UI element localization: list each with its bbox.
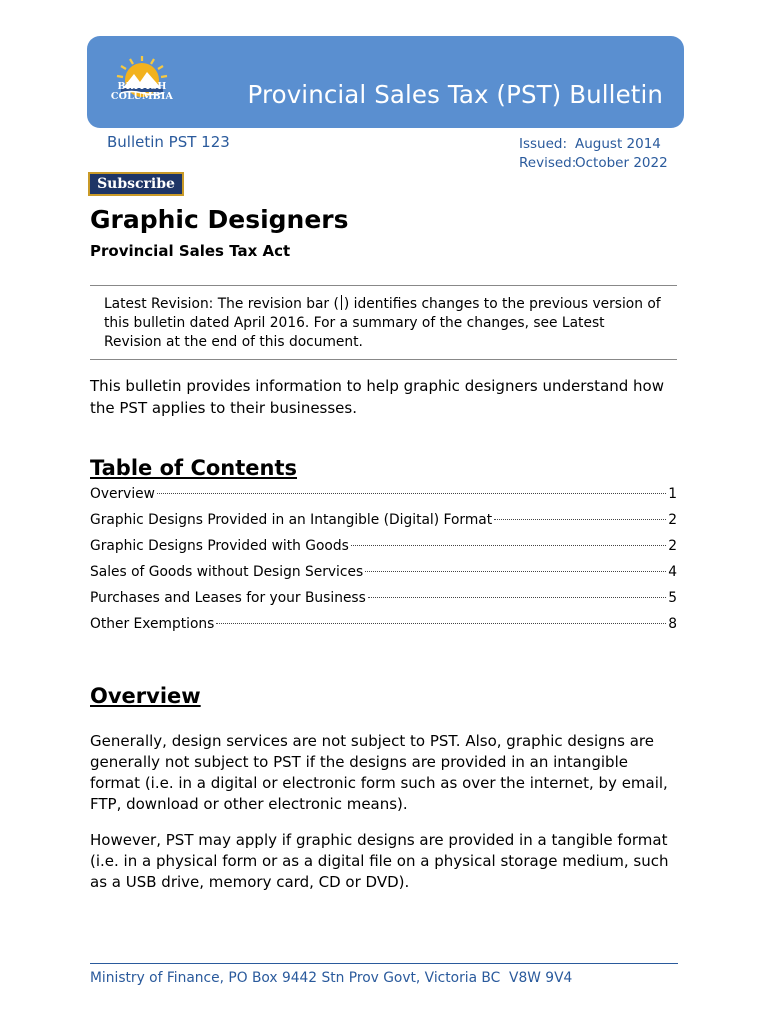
toc-leader: [157, 493, 666, 494]
toc-heading: Table of Contents: [90, 456, 298, 480]
intro-paragraph: This bulletin provides information to help graphic designers understand how the PST applies to their businesses.: [90, 377, 665, 417]
toc-leader: [365, 571, 666, 572]
document-title: Graphic Designers: [90, 205, 349, 234]
toc-item-overview[interactable]: [90, 485, 677, 511]
toc-item-intangible-format[interactable]: [90, 511, 677, 537]
toc-item-title: Overview: [90, 486, 155, 502]
toc-item-page: 8: [668, 616, 677, 632]
revised-value: October 2022: [575, 155, 668, 171]
toc-item-page: 2: [668, 512, 677, 528]
bulletin-dates: [519, 135, 668, 173]
issued-value: August 2014: [575, 136, 661, 152]
toc-item-purchases-and-leases[interactable]: [90, 589, 677, 615]
toc-item-page: 5: [668, 590, 677, 606]
toc-item-page: 4: [668, 564, 677, 580]
bulletin-number: Bulletin PST 123: [107, 133, 230, 151]
revision-bar-icon: [341, 295, 342, 310]
toc-item-other-exemptions[interactable]: [90, 615, 677, 641]
toc-item-title: Sales of Goods without Design Services: [90, 564, 364, 580]
revised-label: Revised:: [519, 155, 577, 171]
toc-leader: [351, 545, 666, 546]
banner-title: Provincial Sales Tax (PST) Bulletin: [247, 80, 663, 109]
subscribe-button[interactable]: Subscribe: [88, 172, 184, 196]
toc-item-page: 2: [668, 538, 677, 554]
document-subtitle: Provincial Sales Tax Act: [90, 242, 291, 260]
toc-leader: [494, 519, 666, 520]
overview-paragraph-1: Generally, design services are not subject to PST. Also, graphic designs are generally not subject to PST if the designs are provided in an intangible format (i.e. in a digital or electronic form such as over the internet, by email, FTP, download or other electronic means).: [90, 732, 668, 813]
toc-leader: [368, 597, 666, 598]
toc-item-provided-with-goods[interactable]: [90, 537, 677, 563]
toc-item-title: Graphic Designs Provided in an Intangible (Digital) Format: [90, 512, 493, 528]
header-banner: [87, 36, 684, 128]
revision-note-text-start: Latest Revision: The revision bar (: [104, 296, 339, 312]
toc-item-title: Purchases and Leases for your Business: [90, 590, 366, 606]
toc-item-sales-of-goods[interactable]: [90, 563, 677, 589]
table-of-contents: [90, 485, 677, 641]
footer-address: Ministry of Finance, PO Box 9442 Stn Prov Govt, Victoria BC V8W 9V4: [90, 970, 573, 986]
bc-logo: [107, 52, 177, 112]
toc-item-title: Other Exemptions: [90, 616, 215, 632]
issued-label: Issued:: [519, 136, 568, 152]
toc-item-page: 1: [668, 486, 677, 502]
bc-logo-text: BRITISH COLUMBIA: [110, 81, 174, 102]
toc-leader: [216, 623, 666, 624]
footer-divider: [90, 963, 678, 964]
overview-heading: Overview: [90, 684, 201, 708]
overview-paragraph-2: However, PST may apply if graphic designs are provided in a tangible format (i.e. in a physical form or as a digital file on a physical storage medium, such as a USB drive, memory card, CD or DVD).: [90, 831, 669, 891]
revision-note-text-end: ) identifies changes to the previous version of this bulletin dated April 2016. For a summary of the changes, see Latest Revision at the end of this document.: [104, 296, 661, 351]
revision-note: [90, 285, 677, 360]
toc-item-title: Graphic Designs Provided with Goods: [90, 538, 349, 554]
